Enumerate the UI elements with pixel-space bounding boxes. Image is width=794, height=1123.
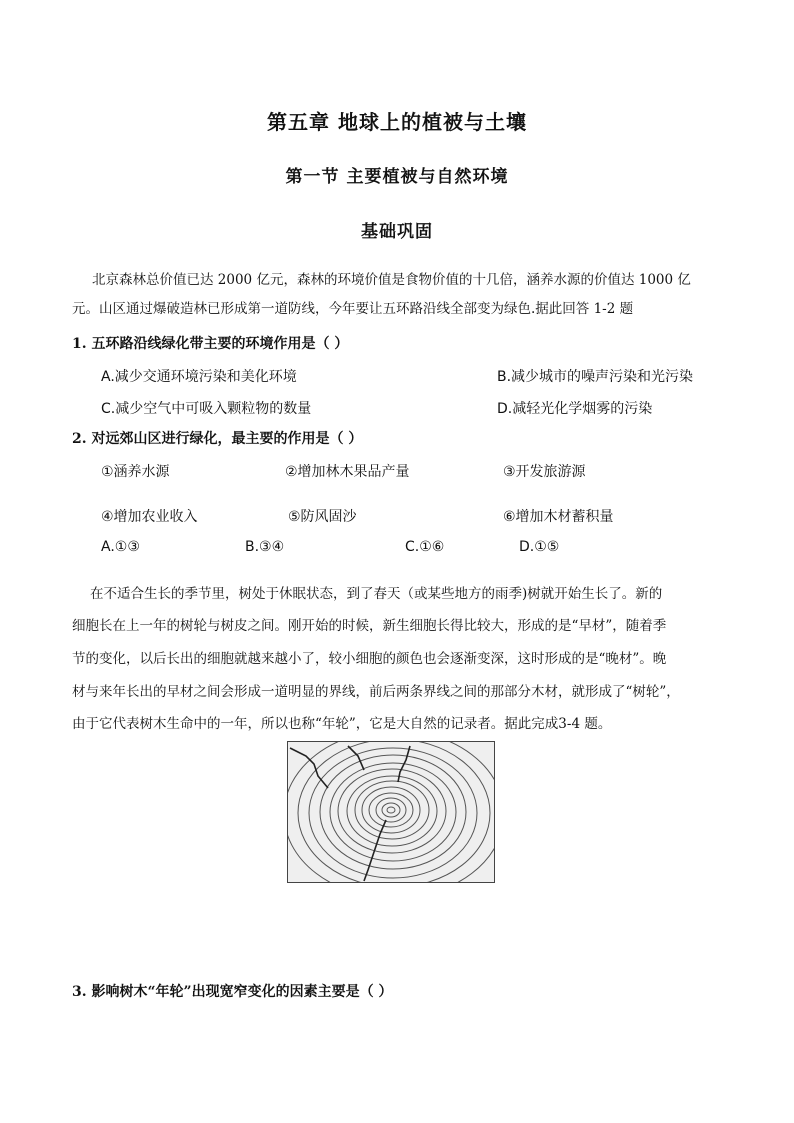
tree-rings-drawing bbox=[288, 742, 494, 882]
passage2-line4: 材与来年长出的早材之间会形成一道明显的界线，前后两条界线之间的那部分木材，就形成了“树轮”， bbox=[72, 684, 680, 700]
passage1-line1: 北京森林总价值已达 2000 亿元，森林的环境价值是食物价值的十几倍，涵养水源的价值达 1000 亿 bbox=[92, 272, 691, 288]
question-2-item-1: ①涵养水源 bbox=[101, 464, 170, 480]
passage2-line1: 在不适合生长的季节里，树处于休眠状态，到了春天（或某些地方的雨季)树就开始生长了。新的 bbox=[90, 586, 663, 602]
part-title: 基础巩固 bbox=[361, 222, 433, 242]
passage2-line2: 细胞长在上一年的树轮与树皮之间。刚开始的时候，新生细胞长得比较大，形成的是“早材”，随着季 bbox=[72, 618, 667, 634]
question-2-option-b: B.③④ bbox=[245, 539, 285, 555]
tree-rings-image bbox=[287, 741, 495, 883]
question-1-stem: 1. 五环路沿线绿化带主要的环境作用是（ ） bbox=[72, 336, 349, 352]
passage1-line2: 元。山区通过爆破造林已形成第一道防线，今年要让五环路沿线全部变为绿色.据此回答 1-2 题 bbox=[72, 301, 634, 317]
question-1-option-d: D.减轻光化学烟雾的污染 bbox=[497, 401, 653, 417]
question-2-item-6: ⑥增加木材蓄积量 bbox=[503, 509, 614, 525]
question-2-item-3: ③开发旅游源 bbox=[503, 464, 586, 480]
question-1-option-c: C.减少空气中可吸入颗粒物的数量 bbox=[101, 401, 312, 417]
passage2-line3: 节的变化，以后长出的细胞就越来越小了，较小细胞的颜色也会逐渐变深，这时形成的是“晚材”。晚 bbox=[72, 651, 667, 667]
question-2-item-2: ②增加林木果品产量 bbox=[285, 464, 410, 480]
question-3-stem: 3. 影响树木“年轮”出现宽窄变化的因素主要是（ ） bbox=[72, 984, 393, 1000]
question-2-item-5: ⑤防风固沙 bbox=[288, 509, 357, 525]
passage2-line5: 由于它代表树木生命中的一年，所以也称“年轮”，它是大自然的记录者。据此完成3-4 题。 bbox=[72, 716, 612, 732]
question-2-option-d: D.①⑤ bbox=[519, 539, 560, 555]
question-1-option-b: B.减少城市的噪声污染和光污染 bbox=[497, 369, 694, 385]
question-2-option-a: A.①③ bbox=[101, 539, 140, 555]
question-2-option-c: C.①⑥ bbox=[405, 539, 445, 555]
question-1-option-a: A.减少交通环境污染和美化环境 bbox=[101, 369, 297, 385]
question-2-stem: 2. 对远郊山区进行绿化，最主要的作用是（ ） bbox=[72, 431, 363, 447]
section-title: 第一节 主要植被与自然环境 bbox=[285, 167, 509, 187]
question-2-item-4: ④增加农业收入 bbox=[101, 509, 198, 525]
chapter-title: 第五章 地球上的植被与土壤 bbox=[267, 110, 527, 134]
